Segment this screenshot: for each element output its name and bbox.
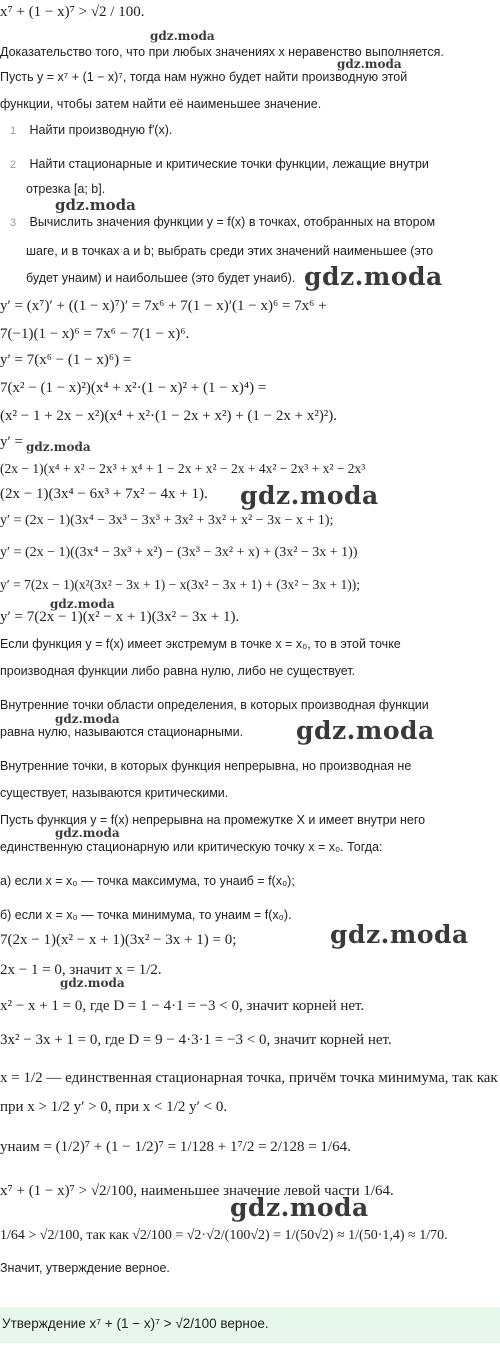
goal-text: функции, чтобы затем найти её наименьшее значение. bbox=[0, 97, 322, 111]
watermark-big-3: gdz.moda bbox=[296, 716, 435, 745]
step-2-number: 2 bbox=[10, 159, 17, 171]
derivative-line-11: y′ = 7(2x − 1)(x²(3x² − 3x + 1) − x(3x² − 3x + 1) + (3x² − 3x + 1)); bbox=[0, 577, 360, 592]
extremum-theory-1: Если функция y = f(x) имеет экстремум в точке x = x₀, то в этой точке bbox=[0, 637, 401, 651]
rule-min: б) если x = x₀ — точка минимума, то yнаим = f(x₀). bbox=[0, 908, 292, 922]
derivative-line-4: 7(x² − (1 − x)²)(x⁴ + x²·(1 − x)² + (1 − x)⁴) = bbox=[0, 380, 267, 396]
conclusion: Значит, утверждение верное. bbox=[0, 1261, 170, 1275]
min-value: yнаим = (1/2)⁷ + (1 − 1/2)⁷ = 1/128 + 1⁷/2 = 2/128 = 1/64. bbox=[0, 1139, 351, 1155]
answer-text: Утверждение x⁷ + (1 − x)⁷ > √2/100 верное. bbox=[2, 1316, 269, 1331]
critical-def-2: существует, называются критическими. bbox=[0, 786, 229, 800]
step-3-number: 3 bbox=[10, 217, 17, 229]
watermark-big-5: gdz.moda bbox=[230, 1193, 369, 1222]
watermark-big-2: gdz.moda bbox=[240, 481, 379, 510]
step-3-text-end: будет yнаим) и наибольшее (это будет yнаиб). bbox=[26, 271, 296, 285]
top-formula: x⁷ + (1 − x)⁷ > √2 / 100. bbox=[0, 4, 145, 20]
rule-max: а) если x = x₀ — точка максимума, то yнаиб = f(x₀); bbox=[0, 874, 295, 888]
step-1-number: 1 bbox=[10, 125, 17, 137]
derivative-line-1: y′ = (x⁷)′ + ((1 − x)⁷)′ = 7x⁶ + 7(1 − x)′(1 − x)⁶ = 7x⁶ + bbox=[0, 298, 327, 314]
let-y-text: Пусть y = x⁷ + (1 − x)⁷, тогда нам нужно будет найти производную этой bbox=[0, 70, 408, 84]
derivative-line-7: (2x − 1)(x⁴ + x² − 2x³ + x⁴ + 1 − 2x + x² − 2x + 4x² − 2x³ + x² − 2x³ bbox=[0, 461, 366, 476]
watermark-small-6: gdz.moda bbox=[55, 712, 120, 726]
comparison: 1/64 > √2/100, так как √2/100 = √2·√2/(100√2) = 1/(50√2) ≈ 1/(50·1,4) ≈ 1/70. bbox=[0, 1228, 448, 1243]
watermark-small-3: gdz.moda bbox=[55, 196, 136, 214]
derivative-line-2: 7(−1)(1 − x)⁶ = 7x⁶ − 7(1 − x)⁶. bbox=[0, 326, 190, 342]
solve-quadratic-2: 3x² − 3x + 1 = 0, где D = 9 − 4·3·1 = −3 < 0, значит корней нет. bbox=[0, 1032, 392, 1048]
stationary-def-2: равна нулю, называются стационарными. bbox=[0, 725, 244, 739]
solve-quadratic-1: x² − x + 1 = 0, где D = 1 − 4·1 = −3 < 0, значит корней нет. bbox=[0, 998, 365, 1014]
min-left-part: x⁷ + (1 − x)⁷ > √2/100, наименьшее значение левой части 1/64. bbox=[0, 1183, 394, 1199]
watermark-small-8: gdz.moda bbox=[60, 976, 125, 990]
rule-intro-2: единственную стационарную или критическую точку x = x₀. Тогда: bbox=[0, 840, 383, 854]
derivative-line-9: y′ = (2x − 1)(3x⁴ − 3x³ − 3x³ + 3x² + 3x² + x² − 3x − x + 1); bbox=[0, 513, 334, 528]
rule-intro-1: Пусть функция y = f(x) непрерывна на промежутке X и имеет внутри него bbox=[0, 813, 426, 827]
watermark-small-4: gdz.moda bbox=[26, 440, 91, 454]
proof-intro: Доказательство того, что при любых значениях x неравенство выполняется. bbox=[0, 45, 444, 59]
step-1-text: Найти производную f′(x). bbox=[29, 123, 173, 137]
step-2-text-cont: отрезка [a; b]. bbox=[26, 182, 106, 196]
solve-equation: 7(2x − 1)(x² − x + 1)(3x² − 3x + 1) = 0; bbox=[0, 932, 237, 948]
derivative-line-6: y′ = bbox=[0, 434, 23, 450]
watermark-big-4: gdz.moda bbox=[330, 920, 469, 949]
step-3 bbox=[10, 214, 435, 231]
derivative-line-5: (x² − 1 + 2x − x²)(x⁴ + x²·(1 − 2x + x²) + (1 − 2x + x²)²). bbox=[0, 408, 338, 424]
watermark-small-5: gdz.moda bbox=[50, 597, 115, 611]
stationary-def-1: Внутренние точки области определения, в которых производная функции bbox=[0, 698, 429, 712]
watermark-small-7: gdz.moda bbox=[55, 826, 120, 840]
watermark-small-1: gdz.moda bbox=[150, 29, 215, 43]
step-1 bbox=[10, 122, 172, 139]
answer-box bbox=[0, 1307, 500, 1343]
step-3-text: Вычислить значения функции y = f(x) в точках, отобранных на втором bbox=[29, 215, 436, 229]
derivative-line-3: y′ = 7(x⁶ − (1 − x)⁶) = bbox=[0, 352, 132, 368]
critical-def-1: Внутренние точки, в которых функция непрерывна, но производная не bbox=[0, 759, 412, 773]
solve-linear: 2x − 1 = 0, значит x = 1/2. bbox=[0, 962, 162, 978]
derivative-line-10: y′ = (2x − 1)((3x⁴ − 3x³ + x²) − (3x³ − 3x² + x) + (3x² − 3x + 1)) bbox=[0, 545, 358, 560]
watermark-big-1: gdz.moda bbox=[304, 262, 443, 291]
sign-analysis: при x > 1/2 y′ > 0, при x < 1/2 y′ < 0. bbox=[0, 1099, 228, 1115]
step-2 bbox=[10, 156, 429, 173]
derivative-line-8: (2x − 1)(3x⁴ − 6x³ + 7x² − 4x + 1). bbox=[0, 486, 208, 502]
stationary-point: x = 1/2 — единственная стационарная точка, причём точка минимума, так как bbox=[0, 1070, 498, 1086]
derivative-line-12: y′ = 7(2x − 1)(x² − x + 1)(3x² − 3x + 1). bbox=[0, 609, 240, 625]
step-2-text: Найти стационарные и критические точки функции, лежащие внутри bbox=[29, 157, 429, 171]
watermark-small-2: gdz.moda bbox=[337, 57, 402, 71]
step-3-text-cont: шаге, и в точках a и b; выбрать среди этих значений наименьшее (это bbox=[26, 244, 434, 258]
extremum-theory-2: производная функции либо равна нулю, либо не существует. bbox=[0, 664, 356, 678]
